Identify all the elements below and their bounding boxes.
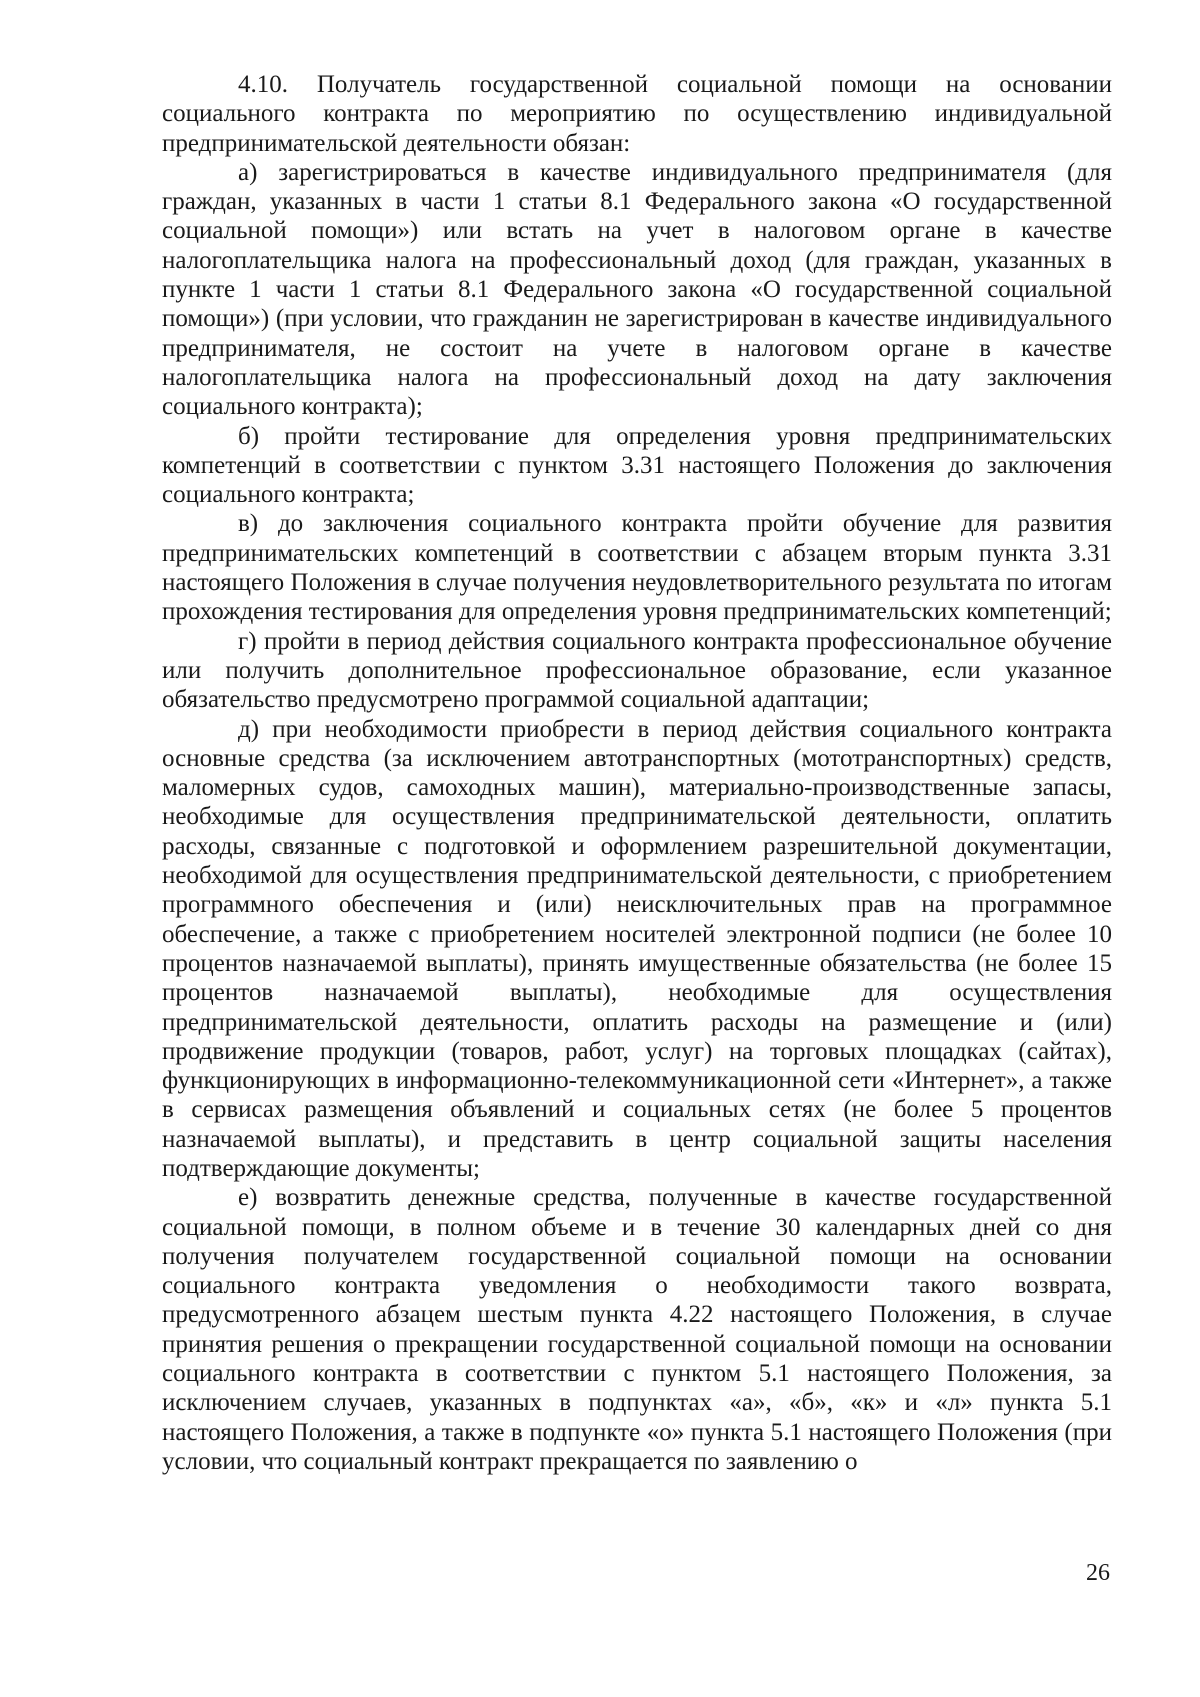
document-body (162, 70, 1112, 1476)
paragraph-item-d: д) при необходимости приобрести в период действия социального контракта основные средства (за исключением автотранспортных (мототранспортных) средств, маломерных судов, самоходных машин), материально-производственные запасы, необходимые для осуществления предпринимательской деятельности, оплатить расходы, связанные с подготовкой и оформлением разрешительной документации, необходимой для осуществления предпринимательской деятельности, с приобретением программного обеспечения и (или) неисключительных прав на программное обеспечение, а также с приобретением носителей электронной подписи (не более 10 процентов назначаемой выплаты), принять имущественные обязательства (не более 15 процентов назначаемой выплаты), необходимые для осуществления предпринимательской деятельности, оплатить расходы на размещение и (или) продвижение продукции (товаров, работ, услуг) на торговых площадках (сайтах), функционирующих в информационно-телекоммуникационной сети «Интернет», а также в сервисах размещения объявлений и социальных сетях (не более 5 процентов назначаемой выплаты), и представить в центр социальной защиты населения подтверждающие документы; (162, 715, 1112, 1182)
paragraph-4-10: 4.10. Получатель государственной социальной помощи на основании социального контракта по мероприятию по осуществлению индивидуальной предпринимательской деятельности обязан: (162, 71, 1112, 157)
paragraph-item-e: е) возвратить денежные средства, полученные в качестве государственной социальной помощи, в полном объеме и в течение 30 календарных дней со дня получения получателем государственной социальной помощи на основании социального контракта уведомления о необходимости такого возврата, предусмотренного абзацем шестым пункта 4.22 настоящего Положения, в случае принятия решения о прекращении государственной социальной помощи на основании социального контракта в соответствии с пунктом 5.1 настоящего Положения, за исключением случаев, указанных в подпунктах «а», «б», «к» и «л» пункта 5.1 настоящего Положения, а также в подпункте «о» пункта 5.1 настоящего Положения (при условии, что социальный контракт прекращается по заявлению о (162, 1184, 1112, 1475)
page-number: 26 (1086, 1560, 1110, 1586)
paragraph-item-g: г) пройти в период действия социального контракта профессиональное обучение или получить дополнительное профессиональное образование, если указанное обязательство предусмотрено программой социальной адаптации; (162, 627, 1112, 714)
paragraph-item-b: б) пройти тестирование для определения уровня предпринимательских компетенций в соответствии с пунктом 3.31 настоящего Положения до заключения социального контракта; (162, 422, 1112, 509)
paragraph-item-a: а) зарегистрироваться в качестве индивидуального предпринимателя (для граждан, указанных в части 1 статьи 8.1 Федерального закона «О государственной социальной помощи») или встать на учет в налоговом органе в качестве налогоплательщика налога на профессиональный доход (для граждан, указанных в пункте 1 части 1 статьи 8.1 Федерального закона «О государственной социальной помощи») (при условии, что гражданин не зарегистрирован в качестве индивидуального предпринимателя, не состоит на учете в налоговом органе в качестве налогоплательщика налога на профессиональный доход на дату заключения социального контракта); (162, 158, 1112, 421)
paragraph-item-v: в) до заключения социального контракта пройти обучение для развития предпринимательских компетенций в соответствии с абзацем вторым пункта 3.31 настоящего Положения в случае получения неудовлетворительного результата по итогам прохождения тестирования для определения уровня предпринимательских компетенций; (162, 510, 1112, 626)
